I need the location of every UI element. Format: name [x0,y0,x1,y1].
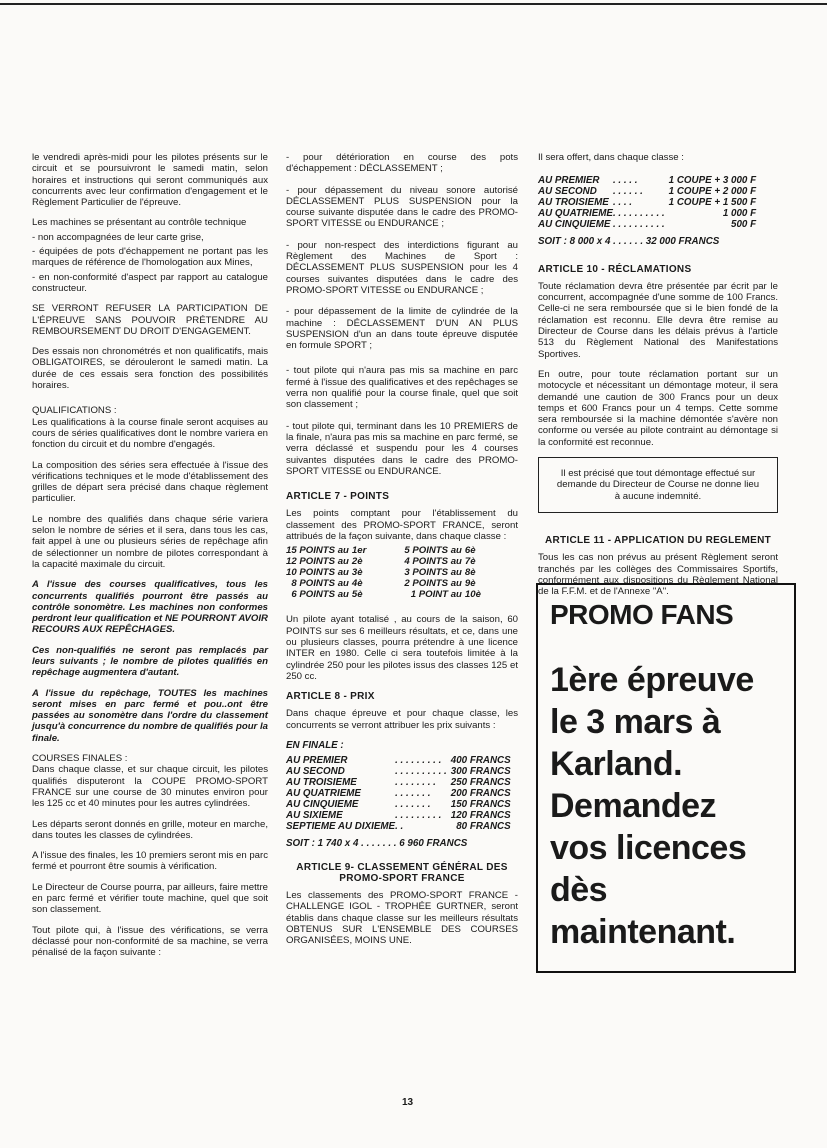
points-cell: 6è [464,545,476,557]
points-cell: 4è [351,578,363,590]
prize-amount: 500 F [731,219,757,231]
paragraph: le vendredi après-midi pour les pilotes présents sur le circuit et se poursuivront le samedi matin, selon horaires et instructions qui seront communiqués aux concurrents avec leur confirmation d'engagement et le Règlement Particulier de l'épreuve. [32,152,268,209]
refusal-list [32,232,268,294]
list-item: - pour non-respect des interdictions figurant au Règlement des Machines de Sport : DÉCLASSEMENT PLUS SUSPENSION pour les 4 courses suivantes disputées dans le cadre des PROMO-SPORT VITESSE ou ENDURANCE ; [286,239,518,296]
cup-total: SOIT : 8 000 x 4 . . . . . . 32 000 FRANCS [538,236,720,248]
paragraph: Tout pilote qui, à l'issue des vérifications, se verra déclassé pour non-conformité de sa machine, se verra pénalisé de la façon suivante : [32,924,268,959]
list-item: - équipées de pots d'échappement ne portant pas les marques de référence de l'homologation aux Mines, [32,246,268,269]
prize-row [286,755,511,766]
points-row [286,578,484,589]
prize-amount: 250 FRANCS [450,777,511,789]
prize-leader: . . . . . . . . . [395,810,442,822]
prize-rank: AU QUATRIEME [538,208,613,220]
prize-rank: AU SECOND [286,766,345,778]
prize-amount: 1 COUPE + 1 500 F [668,197,757,209]
prize-leader: . . . . . . . . . [395,755,442,767]
paragraph: A l'issue des courses qualificatives, tous les concurrents qualifiés pourront être passés au contrôle sonomètre. Les machines non conformes perdront leur qualification et NE POURRONT AVOIR RECOURS AUX REPÊCHAGES. [32,579,268,636]
paragraph: Tous les cas non prévus au présent Règlement seront tranchés par les collèges des Commissaires Sportifs, conformément aux dispositions du Règlement National de la F.F.M. et de l'Annexe "A". [538,552,778,598]
points-cell: 1er [351,545,367,557]
paragraph: Ces non-qualifiés ne seront pas remplacés par leurs suivants ; le nombre de pilotes qualifiés en repêchage augmentera d'autant. [32,644,268,679]
promo-fans-advert [536,583,796,973]
points-cell: 2è [351,556,363,568]
paragraph: Les départs seront donnés en grille, moteur en marche, dans toutes les classes de cylindrées. [32,818,268,841]
paragraph: A l'issue du repêchage, TOUTES les machines seront mises en parc fermé et pou..ont être passées au sonomètre dans l'ordre du classement jusqu'à concurrence du nombre de qualifiés pour la finale. [32,687,268,744]
paragraph: Le Directeur de Course pourra, par ailleurs, faire mettre en parc fermé et vérifier toute machine, quel que soit son classement. [32,881,268,916]
prize-rank: AU SIXIEME [286,810,343,822]
points-cell: 2 POINTS au [404,578,462,590]
points-cell: 3 POINTS au [404,567,462,579]
prize-row [286,766,511,777]
prize-row [538,219,756,230]
prize-row [286,821,511,832]
points-row [286,545,484,556]
promo-body [550,659,788,953]
top-rule [0,3,827,5]
points-cell: 5è [351,589,363,601]
prize-rank: AU CINQUIEME [286,799,359,811]
column-3 [538,152,778,606]
column-1 [32,152,268,968]
points-cell: 7è [464,556,476,568]
prize-amount: 200 FRANCS [450,788,511,800]
promo-line: 1ère épreuve [550,661,754,699]
prize-leader: . . [395,821,404,833]
prize-leader: . . . . . . . . [395,777,436,789]
paragraph: Toute réclamation devra être présentée par écrit par le concurrent, accompagnée d'une somme de 100 Francs. Celle-ci ne sera remboursée que si le bien fondé de la réclamation est reconnu. Elle devra être remise au Directeur de Course dans les délais prévus à l'article 513 du Règlement National des Manifestations Sportives. [538,280,778,360]
list-item: - pour dépassement du niveau sonore autorisé DÉCLASSEMENT PLUS SUSPENSION pour la course suivante disputée dans le cadre des PROMO-SPORT VITESSE ou ENDURANCE ; [286,184,518,230]
page-number: 13 [402,1097,414,1108]
promo-line: maintenant. [550,913,736,951]
prize-leader: . . . . . . [612,186,643,198]
prize-rank: AU TROISIEME [538,197,609,209]
prize-amount: 1 COUPE + 3 000 F [668,175,757,187]
prize-row [286,799,511,810]
promo-title: PROMO FANS [550,599,734,630]
prize-row [538,208,756,219]
points-cell: 15 POINTS au [286,545,349,557]
paragraph: Les classements des PROMO-SPORT FRANCE - CHALLENGE IGOL - TROPHÉE GURTNER, seront établis dans chaque classe sur les meilleurs résultats OBTENUS SUR L'ENSEMBLE DES COURSES ORGANISÉES, MOINS UNE. [286,890,518,947]
points-cell: 12 POINTS au [286,556,349,568]
paragraph: A l'issue des finales, les 10 premiers seront mis en parc fermé et pourront être soumis à vérification. [32,850,268,873]
points-cell: 1 POINT au [410,589,462,601]
paragraph: Il sera offert, dans chaque classe : [538,152,684,163]
cup-table [538,175,756,230]
article-8-heading: ARTICLE 8 - PRIX [286,691,375,703]
paragraph: Des essais non chronométrés et non qualificatifs, mais OBLIGATOIRES, se dérouleront le samedi matin. La durée de ces essais sera fonction des possibilités horaires. [32,346,268,392]
points-cell: 8 POINTS au [291,578,349,590]
points-cell: 5 POINTS au [404,545,462,557]
list-item: - non accompagnées de leur carte grise, [32,231,204,243]
prize-rank: AU SECOND [538,186,597,198]
promo-line: vos licences [550,829,747,867]
list-item: - pour détérioration en course des pots d'échappement : DÉCLASSEMENT ; [286,152,518,175]
list-item: - tout pilote qui, terminant dans les 10 PREMIERS de la finale, n'aura pas mis sa machine en parc fermé, se verra déclassé et suspendu pour les 4 courses suivantes disputées dans le cadre des PROMO-SPORT VITESSE ou ENDURANCE. [286,420,518,477]
prize-leader: . . . . . . . [395,788,431,800]
points-row [286,556,484,567]
prize-amount: 120 FRANCS [450,810,511,822]
points-row [286,589,484,600]
paragraph: Le nombre des qualifiés dans chaque série variera selon le nombre de séries et il sera, dans tous les cas, fait appel à une ou plusieurs séries de repêchage afin de sélectionner un nombre de pilotes correspondant à la capacité maximale du circuit. [32,513,268,570]
points-table [286,545,484,600]
points-cell: 10è [464,589,481,601]
points-cell: 3è [351,567,363,579]
paragraph: Un pilote ayant totalisé , au cours de la saison, 60 POINTS sur ses 6 meilleurs résultats, et ce, dans une ou plusieurs classes, pourra prétendre à une licence INTER en 1980. Celle ci sera toutefois limitée à la cylindrée 250 pour les pilotes issus des classes 125 et 250 cc. [286,614,518,682]
prize-amount: 300 FRANCS [450,766,511,778]
prize-amount: 1 000 F [722,208,757,220]
prize-leader: . . . . . . . . . . [395,766,447,778]
paragraph: En outre, pour toute réclamation portant sur un motocycle et nécessitant un démontage moteur, il sera demandé une caution de 300 Francs pour un deux temps et 600 Francs pour un 4 temps. Cette somme sera remboursée si la machine démontée s'avère non conforme ou versée au pilote contraint au démontage si la conformité est reconnue. [538,368,778,448]
article-7-heading: ARTICLE 7 - POINTS [286,491,390,503]
prize-table [286,755,511,832]
promo-line: Demandez [550,787,717,825]
prize-rank: AU QUATRIEME [286,788,361,800]
article-9-heading: ARTICLE 9- CLASSEMENT GÉNÉRAL DES PROMO-SPORT FRANCE [296,861,508,884]
prize-rank: AU CINQUIEME [538,219,611,231]
points-cell: 4 POINTS au [404,556,462,568]
prize-leader: . . . . . . . . . . [612,219,665,231]
dismantling-note-box: Il est précisé que tout démontage effectué sur demande du Directeur de Course ne donne lieu à aucune indemnité. [538,457,778,513]
points-row [286,567,484,578]
section-heading: QUALIFICATIONS : [32,405,117,417]
prize-leader: . . . . . . . . . . [612,208,665,220]
prize-row [538,186,756,197]
prize-amount: 400 FRANCS [450,755,511,767]
prize-leader: . . . . . [612,175,638,187]
prize-row [286,788,511,799]
promo-line: dès [550,871,608,909]
prize-leader: . . . . [612,197,632,209]
prize-row [286,777,511,788]
column-2 [286,152,518,956]
prize-amount: 150 FRANCS [450,799,511,811]
prize-row [286,810,511,821]
paragraph: Dans chaque classe, et sur chaque circuit, les pilotes qualifiés disputeront la COUPE PROMO-SPORT FRANCE sur une course de 30 minutes environ pour les 125 cc et 40 minutes pour les autres cylindrées. [32,764,268,810]
list-item: - en non-conformité d'aspect par rapport au catalogue constructeur. [32,271,268,294]
prize-amount: 80 FRANCS [456,821,511,833]
points-cell: 10 POINTS au [286,567,349,579]
list-item: - tout pilote qui n'aura pas mis sa machine en parc fermé à l'issue des qualificatives et des repêchages se verra non qualifié pour la course finale, quel que soit son classement ; [286,365,518,411]
paragraph: Les qualifications à la course finale seront acquises au cours de séries qualificatives dont le nombre variera en fonction du circuit et du nombre d'engagés. [32,416,268,451]
finale-heading: EN FINALE : [286,739,344,751]
article-10-heading: ARTICLE 10 - RÉCLAMATIONS [538,263,692,275]
penalty-list-2 [286,365,518,477]
promo-line: le 3 mars à [550,703,721,741]
prize-rank: AU TROISIEME [286,777,357,789]
prize-rank: AU PREMIER [538,175,600,187]
points-cell: 8è [464,567,476,579]
list-item: - pour dépassement de la limite de cylindrée de la machine : DÉCLASSEMENT D'UN AN PLUS SUSPENSION d'un an dans toute épreuve disputée en formule SPORT ; [286,306,518,352]
points-cell: 9è [464,578,476,590]
paragraph: La composition des séries sera effectuée à l'issue des vérifications techniques et le mode d'établissement des grilles de départ sera précisé dans chaque règlement particulier. [32,459,268,505]
refusal-notice: SE VERRONT REFUSER LA PARTICIPATION DE L'ÉPREUVE SANS POUVOIR PRÉTENDRE AU REMBOURSEMENT DU DROIT D'ENGAGEMENT. [32,303,268,337]
article-11-heading: ARTICLE 11 - APPLICATION DU REGLEMENT [544,534,772,546]
promo-line: Karland. [550,745,683,783]
prize-row [538,175,756,186]
prize-rank: AU PREMIER [286,755,348,767]
paragraph: Les points comptant pour l'établissement du classement des PROMO-SPORT FRANCE, seront attribués de la façon suivante, dans chaque classe : [286,508,518,543]
prize-row [538,197,756,208]
prize-leader: . . . . . . . [395,799,431,811]
points-cell: 6 POINTS au [291,589,349,601]
prize-total: SOIT : 1 740 x 4 . . . . . . . 6 960 FRANCS [286,838,468,850]
paragraph: Les machines se présentant au contrôle technique [32,217,247,229]
prize-amount: 1 COUPE + 2 000 F [668,186,757,198]
section-heading: COURSES FINALES : [32,753,128,765]
penalty-list [286,152,518,351]
prize-rank: SEPTIEME AU DIXIEME [286,821,396,833]
paragraph: Dans chaque épreuve et pour chaque classe, les concurrents se verront attribuer les prix suivants : [286,708,518,731]
